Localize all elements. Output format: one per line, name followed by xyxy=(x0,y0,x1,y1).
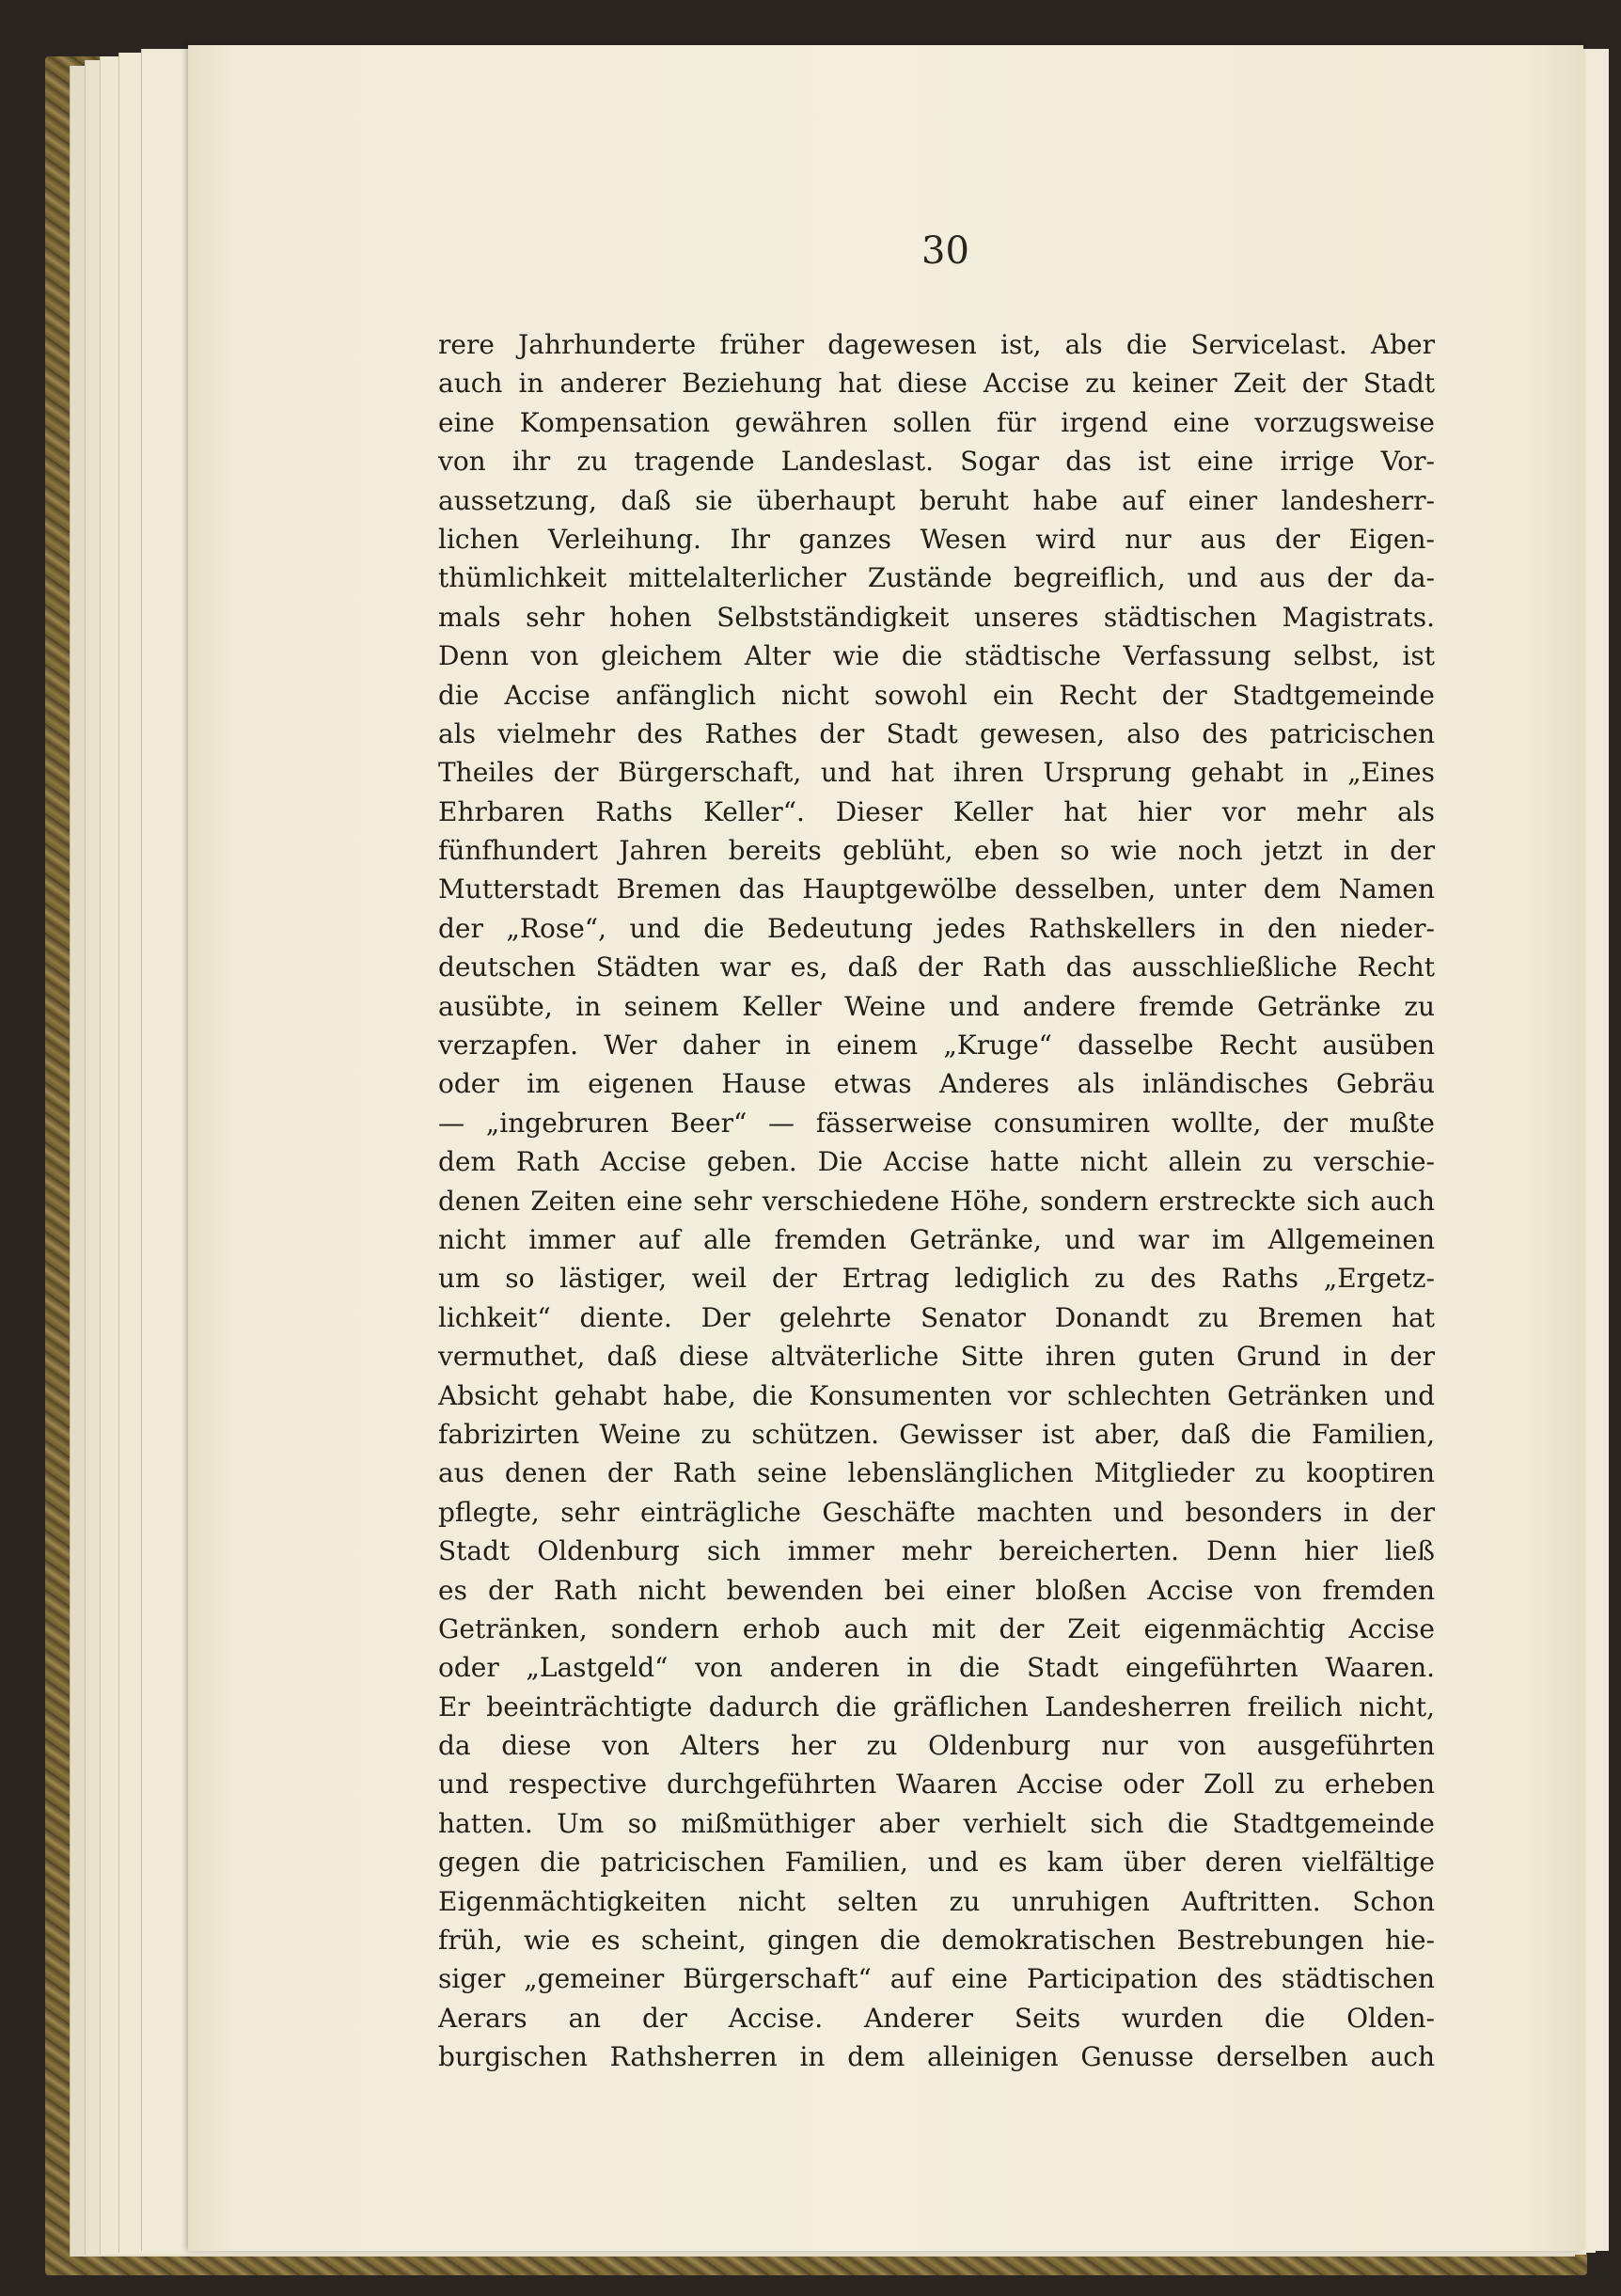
text-line: um so lästiger, weil der Ertrag lediglich zu des Raths „Ergetz- xyxy=(438,1263,1435,1295)
text-line: verzapfen. Wer daher in einem „Kruge“ dasselbe Recht ausüben xyxy=(438,1030,1435,1062)
text-line: Theiles der Bürgerschaft, und hat ihren Ursprung gehabt in „Eines xyxy=(438,757,1435,789)
text-line: früh, wie es scheint, gingen die demokratischen Bestrebungen hie- xyxy=(438,1925,1435,1957)
page-number: 30 xyxy=(921,229,969,273)
text-line: Eigenmächtigkeiten nicht selten zu unruhigen Auftritten. Schon xyxy=(438,1885,1435,1917)
text-line: eine Kompensation gewähren sollen für irgend eine vorzugsweise xyxy=(438,406,1435,438)
text-line: gegen die patricischen Familien, und es kam über deren vielfältige xyxy=(438,1847,1435,1879)
text-line: der „Rose“, und die Bedeutung jedes Rathskellers in den nieder- xyxy=(438,912,1435,944)
text-line: rere Jahrhunderte früher dagewesen ist, als die Servicelast. Aber xyxy=(438,329,1435,360)
text-line: siger „gemeiner Bürgerschaft“ auf eine Participation des städtischen xyxy=(438,1963,1435,1995)
text-line: aus denen der Rath seine lebenslänglichen Mitglieder zu kooptiren xyxy=(438,1457,1435,1489)
text-line: Mutterstadt Bremen das Hauptgewölbe desselben, unter dem Namen xyxy=(438,873,1435,905)
text-line: es der Rath nicht bewenden bei einer bloßen Accise von fremden xyxy=(438,1574,1435,1606)
text-line: fünfhundert Jahren bereits geblüht, eben so wie noch jetzt in der xyxy=(438,835,1435,867)
text-line: denen Zeiten eine sehr verschiedene Höhe, sondern erstreckte sich auch xyxy=(438,1185,1435,1217)
text-line: die Accise anfänglich nicht sowohl ein Recht der Stadtgemeinde xyxy=(438,679,1435,711)
text-line: mals sehr hohen Selbstständigkeit unseres städtischen Magistrats. xyxy=(438,601,1435,633)
text-line: fabrizirten Weine zu schützen. Gewisser ist aber, daß die Familien, xyxy=(438,1418,1435,1450)
text-line: oder im eigenen Hause etwas Anderes als inländisches Gebräu xyxy=(438,1068,1435,1100)
text-line: ausübte, in seinem Keller Weine und andere fremde Getränke zu xyxy=(438,990,1435,1022)
text-line: da diese von Alters her zu Oldenburg nur von ausgeführten xyxy=(438,1730,1435,1762)
text-line: als vielmehr des Rathes der Stadt gewesen, also des patricischen xyxy=(438,717,1435,749)
text-line: oder „Lastgeld“ von anderen in die Stadt eingeführten Waaren. xyxy=(438,1652,1435,1684)
text-line: von ihr zu tragende Landeslast. Sogar das ist eine irrige Vor- xyxy=(438,446,1435,478)
text-line: Absicht gehabt habe, die Konsumenten vor schlechten Getränken und xyxy=(438,1379,1435,1411)
text-line: hatten. Um so mißmüthiger aber verhielt sich die Stadtgemeinde xyxy=(438,1807,1435,1839)
text-line: Stadt Oldenburg sich immer mehr bereicherten. Denn hier ließ xyxy=(438,1535,1435,1567)
text-line: vermuthet, daß diese altväterliche Sitte ihren guten Grund in der xyxy=(438,1341,1435,1373)
text-line: und respective durchgeführten Waaren Accise oder Zoll zu erheben xyxy=(438,1769,1435,1801)
page-body-text xyxy=(438,325,1435,2077)
text-line: deutschen Städten war es, daß der Rath das ausschließliche Recht xyxy=(438,951,1435,983)
text-line: lichen Verleihung. Ihr ganzes Wesen wird nur aus der Eigen- xyxy=(438,523,1435,555)
text-line: burgischen Rathsherren in dem alleinigen Genusse derselben auch xyxy=(438,2041,1435,2073)
text-line: — „ingebruren Beer“ — fässerweise consumiren wollte, der mußte xyxy=(438,1107,1435,1139)
text-line: auch in anderer Beziehung hat diese Accise zu keiner Zeit der Stadt xyxy=(438,368,1435,400)
text-line: Aerars an der Accise. Anderer Seits wurden die Olden- xyxy=(438,2002,1435,2034)
text-line: aussetzung, daß sie überhaupt beruht habe auf einer landesherr- xyxy=(438,484,1435,516)
text-line: Getränken, sondern erhob auch mit der Zeit eigenmächtig Accise xyxy=(438,1612,1435,1644)
text-line: nicht immer auf alle fremden Getränke, und war im Allgemeinen xyxy=(438,1223,1435,1255)
text-line: lichkeit“ diente. Der gelehrte Senator Donandt zu Bremen hat xyxy=(438,1301,1435,1333)
text-line: thümlichkeit mittelalterlicher Zustände begreiflich, und aus der da- xyxy=(438,562,1435,594)
text-line: Er beeinträchtigte dadurch die gräflichen Landesherren freilich nicht, xyxy=(438,1691,1435,1722)
text-line: Ehrbaren Raths Keller“. Dieser Keller hat hier vor mehr als xyxy=(438,795,1435,827)
text-line: Denn von gleichem Alter wie die städtische Verfassung selbst, ist xyxy=(438,640,1435,672)
text-line: pflegte, sehr einträgliche Geschäfte machten und besonders in der xyxy=(438,1496,1435,1528)
text-line: dem Rath Accise geben. Die Accise hatte nicht allein zu verschie- xyxy=(438,1146,1435,1178)
